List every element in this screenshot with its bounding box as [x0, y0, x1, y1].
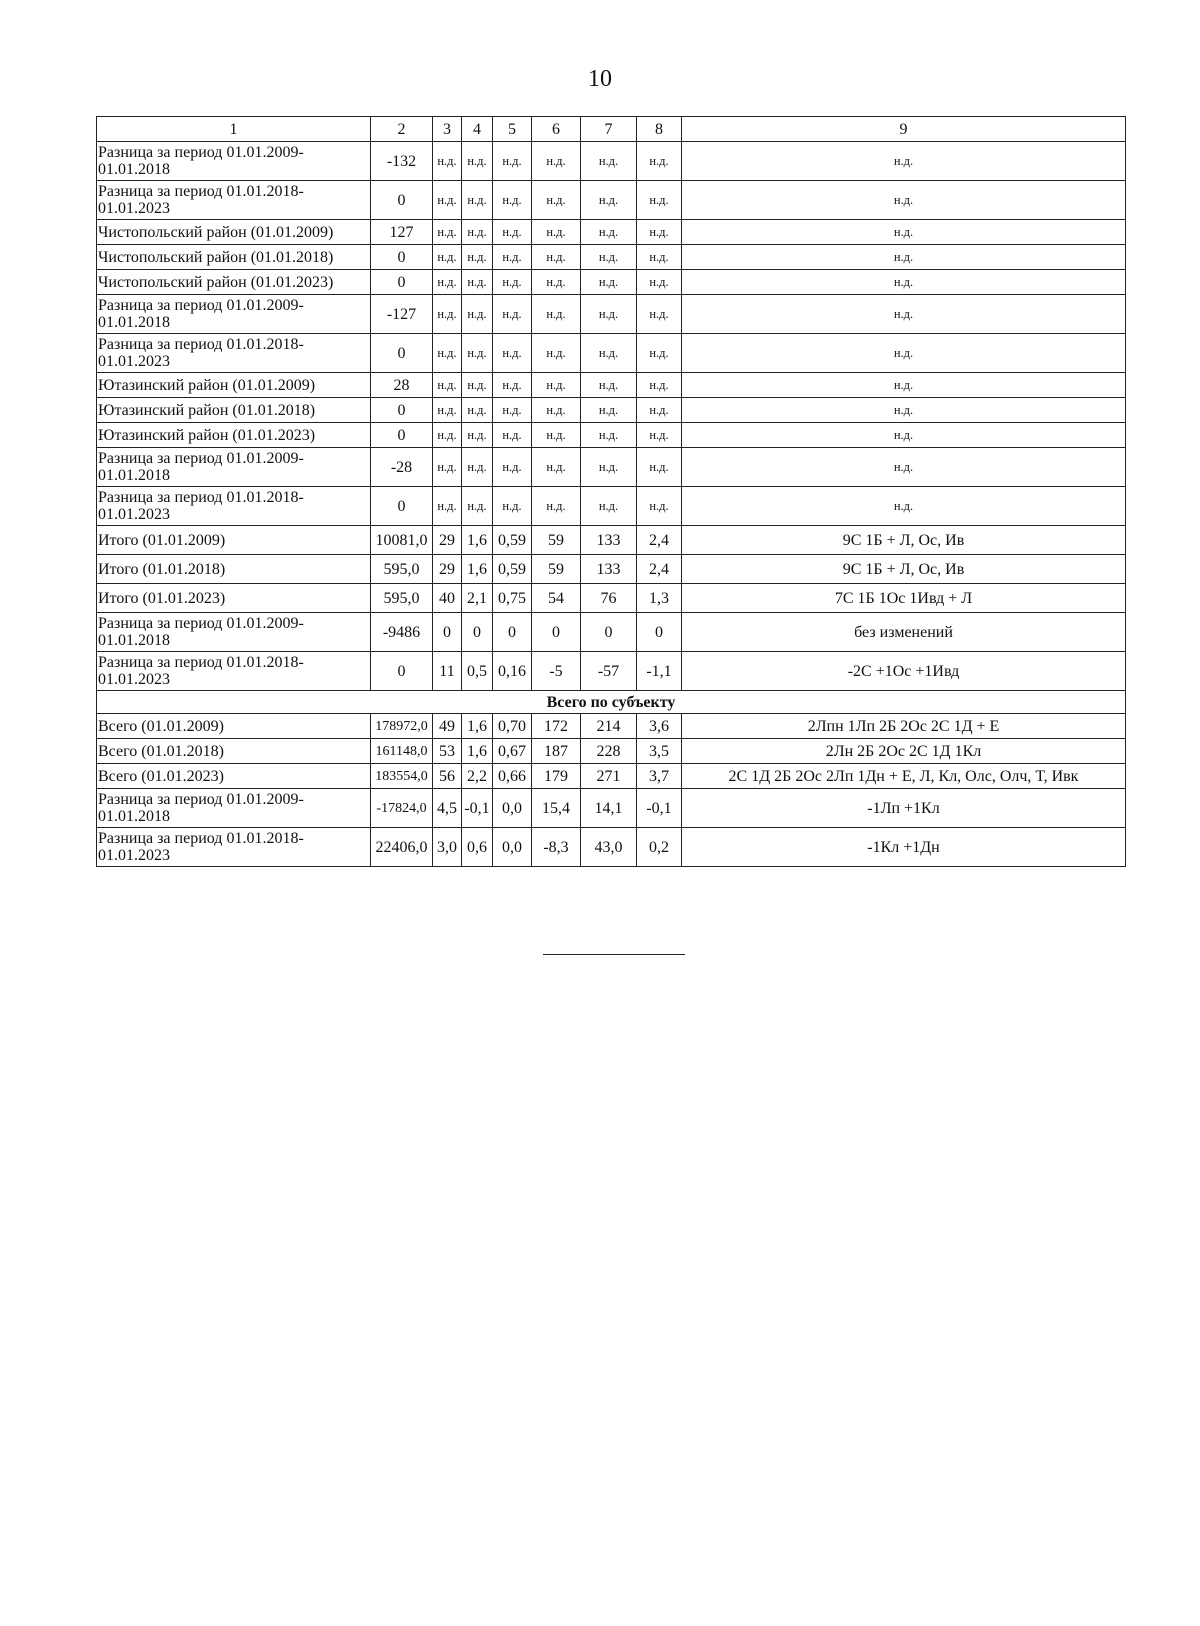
table-cell: н.д.	[532, 423, 581, 448]
table-cell: н.д.	[462, 448, 493, 487]
table-body-totals	[97, 714, 1126, 867]
table-cell: 2,4	[637, 555, 682, 584]
table-cell: -5	[532, 652, 581, 691]
table-cell: Итого (01.01.2023)	[97, 584, 371, 613]
table-cell: н.д.	[462, 487, 493, 526]
table-row	[97, 584, 1126, 613]
table-cell: н.д.	[581, 448, 637, 487]
table-cell: н.д.	[493, 398, 532, 423]
table-cell: Разница за период 01.01.2018-01.01.2023	[97, 487, 371, 526]
table-cell: н.д.	[532, 398, 581, 423]
table-cell: 228	[581, 739, 637, 764]
table-cell: 161148,0	[371, 739, 433, 764]
table-cell: Всего (01.01.2009)	[97, 714, 371, 739]
table-cell: н.д.	[637, 142, 682, 181]
table-cell: н.д.	[532, 142, 581, 181]
table-row	[97, 652, 1126, 691]
table-cell: 0	[371, 487, 433, 526]
table-cell: 11	[433, 652, 462, 691]
table-cell: н.д.	[493, 487, 532, 526]
table-cell: н.д.	[581, 142, 637, 181]
table-cell: 0	[637, 613, 682, 652]
column-header: 8	[637, 117, 682, 142]
column-header: 4	[462, 117, 493, 142]
table-cell: н.д.	[532, 448, 581, 487]
table-cell: -9486	[371, 613, 433, 652]
table-cell: 133	[581, 526, 637, 555]
table-cell: н.д.	[433, 245, 462, 270]
table-cell: Разница за период 01.01.2009-01.01.2018	[97, 789, 371, 828]
closing-rule	[543, 954, 685, 955]
table-row	[97, 739, 1126, 764]
column-header: 9	[682, 117, 1126, 142]
table-cell: н.д.	[581, 295, 637, 334]
table-cell: н.д.	[462, 181, 493, 220]
column-header: 1	[97, 117, 371, 142]
column-header: 6	[532, 117, 581, 142]
table-cell: н.д.	[433, 398, 462, 423]
table-cell: н.д.	[493, 423, 532, 448]
table-cell: 0,59	[493, 526, 532, 555]
table-cell: н.д.	[462, 373, 493, 398]
table-cell: н.д.	[581, 245, 637, 270]
table-cell: 0,59	[493, 555, 532, 584]
table-row	[97, 270, 1126, 295]
table-cell: Разница за период 01.01.2009-01.01.2018	[97, 142, 371, 181]
table-cell: 0	[581, 613, 637, 652]
table-cell: н.д.	[532, 487, 581, 526]
table-cell: н.д.	[581, 270, 637, 295]
table-cell: н.д.	[493, 270, 532, 295]
table-cell: 9С 1Б + Л, Ос, Ив	[682, 555, 1126, 584]
table-cell: 22406,0	[371, 828, 433, 867]
table-cell: н.д.	[581, 334, 637, 373]
table-cell: н.д.	[462, 142, 493, 181]
table-row	[97, 448, 1126, 487]
table-cell: 0	[493, 613, 532, 652]
table-cell: 1,6	[462, 739, 493, 764]
page-number: 10	[588, 66, 612, 92]
table-cell: н.д.	[637, 487, 682, 526]
table-cell: н.д.	[433, 373, 462, 398]
table-cell: н.д.	[682, 398, 1126, 423]
table-cell: н.д.	[462, 423, 493, 448]
table-cell: 0	[371, 181, 433, 220]
table-cell: 3,7	[637, 764, 682, 789]
column-header: 2	[371, 117, 433, 142]
table-cell: н.д.	[493, 220, 532, 245]
table-cell: н.д.	[581, 181, 637, 220]
table-cell: 4,5	[433, 789, 462, 828]
table-cell: -28	[371, 448, 433, 487]
table-cell: 40	[433, 584, 462, 613]
table-cell: 2Лн 2Б 2Ос 2С 1Д 1Кл	[682, 739, 1126, 764]
table-cell: н.д.	[462, 398, 493, 423]
section-row	[97, 691, 1126, 714]
table-cell: Чистопольский район (01.01.2018)	[97, 245, 371, 270]
table-cell: 59	[532, 526, 581, 555]
table-cell: 1,6	[462, 555, 493, 584]
table-cell: н.д.	[682, 423, 1126, 448]
table-cell: н.д.	[682, 270, 1126, 295]
table-cell: 183554,0	[371, 764, 433, 789]
table-cell: 2,2	[462, 764, 493, 789]
table-cell: 3,0	[433, 828, 462, 867]
table-row	[97, 613, 1126, 652]
section-title: Всего по субъекту	[97, 691, 1126, 714]
table-cell: 0,0	[493, 828, 532, 867]
table-cell: н.д.	[682, 220, 1126, 245]
table-cell: -1Кл +1Дн	[682, 828, 1126, 867]
table-cell: Разница за период 01.01.2009-01.01.2018	[97, 448, 371, 487]
table-cell: Чистопольский район (01.01.2009)	[97, 220, 371, 245]
table-row	[97, 526, 1126, 555]
table-cell: Ютазинский район (01.01.2018)	[97, 398, 371, 423]
column-header: 5	[493, 117, 532, 142]
table-cell: н.д.	[493, 245, 532, 270]
table-cell: 0,6	[462, 828, 493, 867]
table-cell: н.д.	[532, 334, 581, 373]
table-cell: -8,3	[532, 828, 581, 867]
table-cell: н.д.	[433, 487, 462, 526]
table-cell: 0	[371, 334, 433, 373]
table-cell: 0	[532, 613, 581, 652]
table-row	[97, 245, 1126, 270]
table-row	[97, 764, 1126, 789]
table-cell: Разница за период 01.01.2018-01.01.2023	[97, 334, 371, 373]
table-cell: н.д.	[581, 398, 637, 423]
table-cell: н.д.	[682, 448, 1126, 487]
table-cell: н.д.	[493, 181, 532, 220]
table-cell: -0,1	[462, 789, 493, 828]
table-cell: 127	[371, 220, 433, 245]
table-cell: н.д.	[532, 373, 581, 398]
table-cell: Всего (01.01.2023)	[97, 764, 371, 789]
table-cell: н.д.	[433, 142, 462, 181]
table-cell: н.д.	[433, 270, 462, 295]
table-cell: 14,1	[581, 789, 637, 828]
table-cell: н.д.	[493, 448, 532, 487]
table-cell: 3,6	[637, 714, 682, 739]
table-cell: 133	[581, 555, 637, 584]
table-cell: н.д.	[637, 373, 682, 398]
table-row	[97, 373, 1126, 398]
table-cell: Чистопольский район (01.01.2023)	[97, 270, 371, 295]
table-cell: н.д.	[682, 142, 1126, 181]
table-cell: н.д.	[493, 334, 532, 373]
table-cell: 0,75	[493, 584, 532, 613]
table-cell: 9С 1Б + Л, Ос, Ив	[682, 526, 1126, 555]
table-cell: н.д.	[581, 220, 637, 245]
table-cell: н.д.	[433, 448, 462, 487]
table-cell: 49	[433, 714, 462, 739]
table-cell: 179	[532, 764, 581, 789]
table-cell: 172	[532, 714, 581, 739]
table-cell: н.д.	[637, 334, 682, 373]
table-cell: 0	[371, 398, 433, 423]
table-cell: н.д.	[581, 373, 637, 398]
table-cell: 29	[433, 526, 462, 555]
table-cell: 7С 1Б 1Ос 1Ивд + Л	[682, 584, 1126, 613]
table-cell: -2С +1Ос +1Ивд	[682, 652, 1126, 691]
table-cell: -17824,0	[371, 789, 433, 828]
table-cell: н.д.	[493, 142, 532, 181]
table-cell: 0,2	[637, 828, 682, 867]
table-cell: 0	[462, 613, 493, 652]
table-cell: н.д.	[532, 181, 581, 220]
table-cell: 53	[433, 739, 462, 764]
data-table	[96, 116, 1126, 867]
table-cell: Итого (01.01.2018)	[97, 555, 371, 584]
table-cell: 59	[532, 555, 581, 584]
table-row	[97, 789, 1126, 828]
table-cell: н.д.	[532, 220, 581, 245]
table-body	[97, 142, 1126, 691]
table-cell: 56	[433, 764, 462, 789]
table-cell: н.д.	[532, 295, 581, 334]
table-cell: 271	[581, 764, 637, 789]
table-cell: Ютазинский район (01.01.2009)	[97, 373, 371, 398]
table-row	[97, 398, 1126, 423]
table-cell: 2Лпн 1Лп 2Б 2Ос 2С 1Д + Е	[682, 714, 1126, 739]
table-cell: н.д.	[637, 270, 682, 295]
table-cell: -1,1	[637, 652, 682, 691]
table-cell: 0	[371, 423, 433, 448]
table-cell: 214	[581, 714, 637, 739]
table-cell: 0	[371, 270, 433, 295]
table-cell: 178972,0	[371, 714, 433, 739]
table-cell: 10081,0	[371, 526, 433, 555]
table-cell: 0	[371, 652, 433, 691]
section-header	[97, 691, 1126, 714]
table-cell: 0,67	[493, 739, 532, 764]
table-cell: н.д.	[682, 373, 1126, 398]
table-cell: н.д.	[433, 423, 462, 448]
table-cell: н.д.	[682, 295, 1126, 334]
table-cell: 0,5	[462, 652, 493, 691]
table-cell: н.д.	[637, 295, 682, 334]
table-cell: 2,4	[637, 526, 682, 555]
table-cell: н.д.	[637, 245, 682, 270]
table-cell: н.д.	[682, 334, 1126, 373]
column-header: 3	[433, 117, 462, 142]
table-cell: н.д.	[581, 487, 637, 526]
table-row	[97, 828, 1126, 867]
table-cell: н.д.	[637, 220, 682, 245]
table-cell: Разница за период 01.01.2009-01.01.2018	[97, 295, 371, 334]
table-row	[97, 142, 1126, 181]
table-cell: н.д.	[637, 448, 682, 487]
table-cell: н.д.	[532, 245, 581, 270]
table-cell: 595,0	[371, 584, 433, 613]
table-cell: н.д.	[532, 270, 581, 295]
table-cell: н.д.	[637, 181, 682, 220]
table-cell: 28	[371, 373, 433, 398]
table-cell: 0,0	[493, 789, 532, 828]
table-cell: н.д.	[682, 245, 1126, 270]
table-row	[97, 487, 1126, 526]
table-cell: 3,5	[637, 739, 682, 764]
table-cell: 1,3	[637, 584, 682, 613]
table-cell: 54	[532, 584, 581, 613]
header-row	[97, 117, 1126, 142]
table-row	[97, 714, 1126, 739]
table-row	[97, 295, 1126, 334]
table-cell: Ютазинский район (01.01.2023)	[97, 423, 371, 448]
table-cell: -132	[371, 142, 433, 181]
table-cell: н.д.	[682, 487, 1126, 526]
table-cell: Итого (01.01.2009)	[97, 526, 371, 555]
table-cell: Разница за период 01.01.2018-01.01.2023	[97, 828, 371, 867]
table-cell: Разница за период 01.01.2018-01.01.2023	[97, 652, 371, 691]
table-cell: н.д.	[433, 181, 462, 220]
table-cell: -127	[371, 295, 433, 334]
table-cell: Всего (01.01.2018)	[97, 739, 371, 764]
table-cell: н.д.	[462, 295, 493, 334]
table-row	[97, 423, 1126, 448]
table-cell: -1Лп +1Кл	[682, 789, 1126, 828]
table-cell: н.д.	[433, 334, 462, 373]
table-cell: н.д.	[493, 295, 532, 334]
table-row	[97, 220, 1126, 245]
table-cell: 2,1	[462, 584, 493, 613]
table-cell: н.д.	[682, 181, 1126, 220]
table-cell: 29	[433, 555, 462, 584]
table-cell: 0,70	[493, 714, 532, 739]
table-cell: 187	[532, 739, 581, 764]
table-cell: без изменений	[682, 613, 1126, 652]
table-cell: 0	[433, 613, 462, 652]
table-row	[97, 334, 1126, 373]
table-cell: 76	[581, 584, 637, 613]
table-cell: н.д.	[462, 220, 493, 245]
table-cell: 1,6	[462, 526, 493, 555]
table-cell: 595,0	[371, 555, 433, 584]
table-cell: 15,4	[532, 789, 581, 828]
table-cell: 0	[371, 245, 433, 270]
table-cell: н.д.	[493, 373, 532, 398]
table-cell: 0,16	[493, 652, 532, 691]
table-cell: н.д.	[462, 270, 493, 295]
table-cell: н.д.	[462, 245, 493, 270]
table-cell: н.д.	[433, 295, 462, 334]
table-cell: 2С 1Д 2Б 2Ос 2Лп 1Дн + Е, Л, Кл, Олс, Олч, Т, Ивк	[682, 764, 1126, 789]
table-cell: н.д.	[433, 220, 462, 245]
table-cell: н.д.	[637, 423, 682, 448]
table-cell: Разница за период 01.01.2018-01.01.2023	[97, 181, 371, 220]
table-cell: н.д.	[581, 423, 637, 448]
table-cell: н.д.	[462, 334, 493, 373]
table-row	[97, 181, 1126, 220]
table-cell: Разница за период 01.01.2009-01.01.2018	[97, 613, 371, 652]
table-cell: 1,6	[462, 714, 493, 739]
table-cell: -57	[581, 652, 637, 691]
table-cell: н.д.	[637, 398, 682, 423]
table-cell: 0,66	[493, 764, 532, 789]
table-cell: -0,1	[637, 789, 682, 828]
table-row	[97, 555, 1126, 584]
column-header: 7	[581, 117, 637, 142]
table-cell: 43,0	[581, 828, 637, 867]
